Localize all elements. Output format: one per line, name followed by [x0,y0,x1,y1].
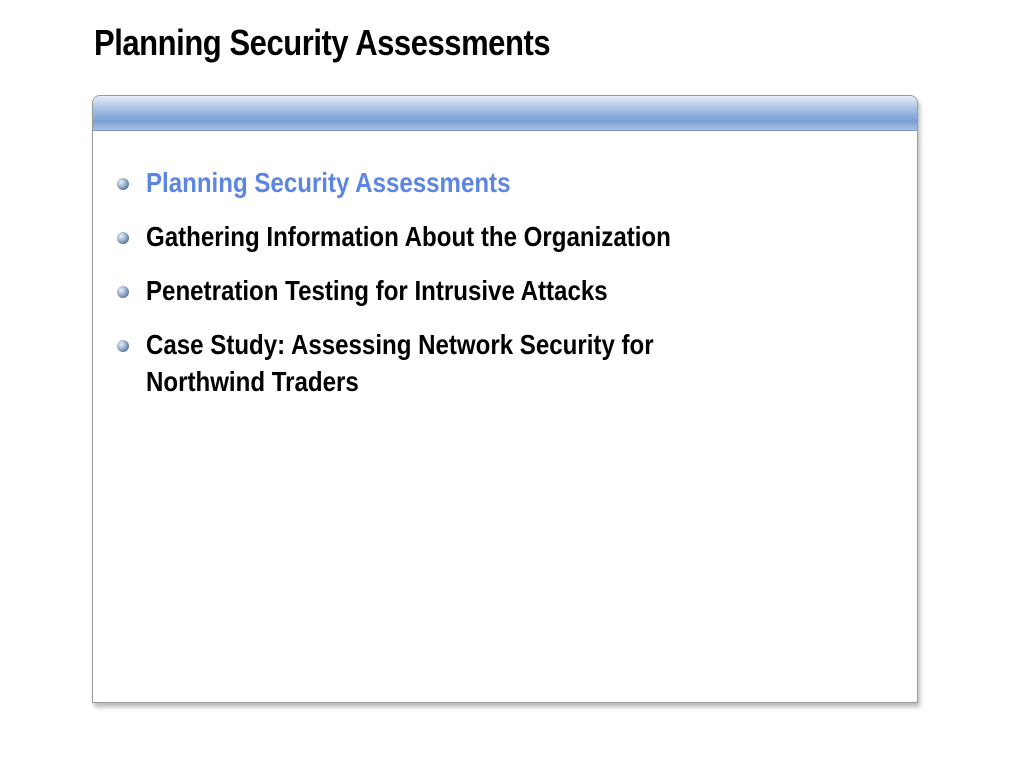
panel-header-bar [93,96,917,131]
agenda-list [117,164,817,417]
agenda-item-label [146,326,817,400]
agenda-item-label: Penetration Testing for Intrusive Attacks [146,275,608,306]
agenda-item-label: Planning Security Assessments [146,167,511,198]
bullet-orb-icon [117,178,129,190]
agenda-item-label-line-1: Case Study: Assessing Network Security for [146,329,654,360]
agenda-item-label-line-2: Northwind Traders [146,366,359,397]
agenda-item-planning[interactable] [117,164,817,201]
agenda-item-case-study[interactable] [117,326,817,400]
agenda-item-label: Gathering Information About the Organization [146,221,671,252]
bullet-orb-icon [117,232,129,244]
agenda-item-penetration[interactable] [117,272,817,309]
agenda-item-gathering[interactable] [117,218,817,255]
slide-title: Planning Security Assessments [94,22,551,63]
content-panel [92,95,918,703]
bullet-orb-icon [117,340,129,352]
bullet-orb-icon [117,286,129,298]
